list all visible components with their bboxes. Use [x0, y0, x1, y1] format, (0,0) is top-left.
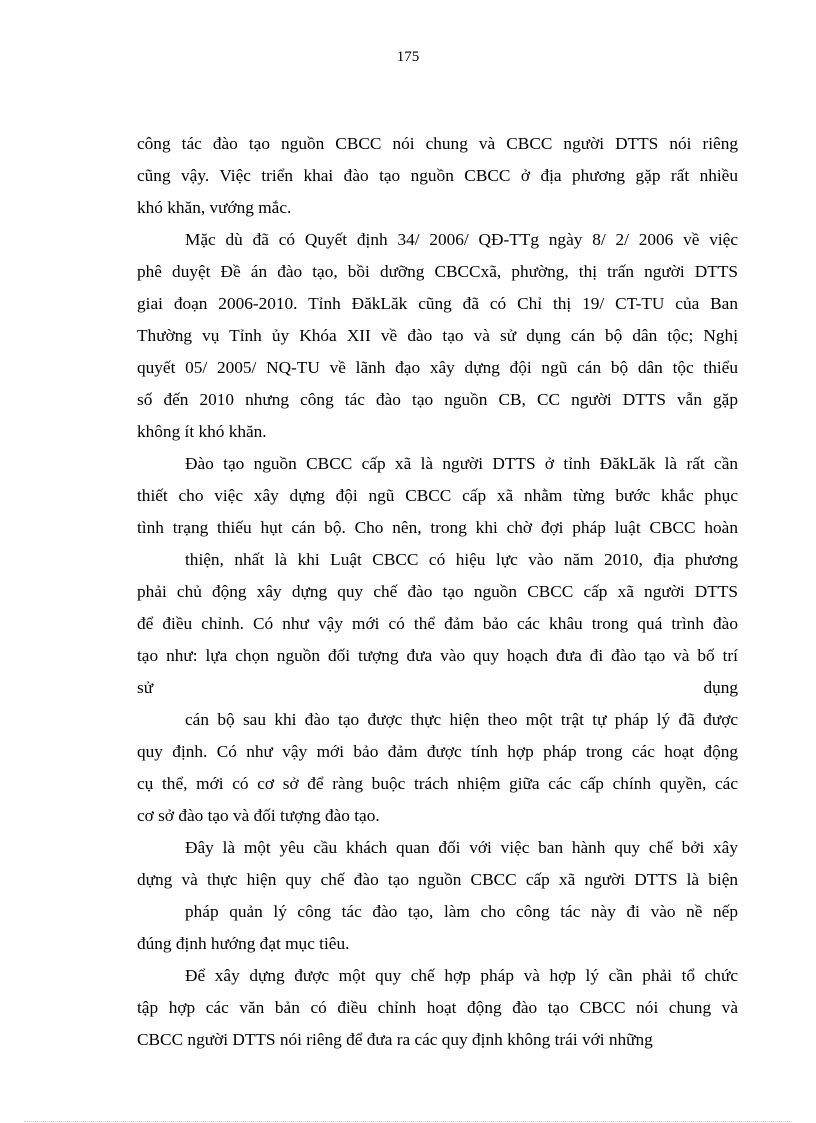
- text-line: quyết 05/ 2005/ NQ-TU về lãnh đạo xây dựng đội ngũ cán bộ dân tộc thiểu: [137, 358, 738, 377]
- text-line: Thường vụ Tỉnh ủy Khóa XII về đào tạo và sử dụng cán bộ dân tộc; Nghị: [137, 326, 738, 345]
- text-line: CBCC người DTTS nói riêng để đưa ra các quy định không trái với những: [137, 1030, 653, 1049]
- page-bottom-divider: [24, 1121, 792, 1122]
- text-line: pháp quản lý công tác đào tạo, làm cho công tác này đi vào nề nếp: [185, 902, 738, 921]
- text-line: thiết cho việc xây dựng đội ngũ CBCC cấp xã nhằm từng bước khắc phục: [137, 486, 738, 505]
- text-line-split: [137, 678, 738, 698]
- text-line: phải chủ động xây dựng quy chế đào tạo nguồn CBCC cấp xã người DTTS: [137, 582, 738, 601]
- text-line: tình trạng thiếu hụt cán bộ. Cho nên, trong khi chờ đợi pháp luật CBCC hoàn: [137, 518, 738, 537]
- text-line: phê duyệt Đề án đào tạo, bồi dưỡng CBCCxã, phường, thị trấn người DTTS: [137, 262, 738, 281]
- text-line: công tác đào tạo nguồn CBCC nói chung và CBCC người DTTS nói riêng: [137, 134, 738, 153]
- text-line: Để xây dựng được một quy chế hợp pháp và hợp lý cần phải tổ chức: [185, 966, 738, 985]
- text-fragment: sử: [137, 678, 154, 697]
- text-line: quy định. Có như vậy mới bảo đảm được tính hợp pháp trong các hoạt động: [137, 742, 738, 761]
- text-line: giai đoạn 2006-2010. Tỉnh ĐăkLăk cũng đã có Chỉ thị 19/ CT-TU của Ban: [137, 294, 738, 313]
- text-line: Mặc dù đã có Quyết định 34/ 2006/ QĐ-TTg ngày 8/ 2/ 2006 về việc: [185, 230, 738, 249]
- text-line: cụ thể, mới có cơ sở để ràng buộc trách nhiệm giữa các cấp chính quyền, các: [137, 774, 738, 793]
- text-line: cũng vậy. Việc triển khai đào tạo nguồn CBCC ở địa phương gặp rất nhiều: [137, 166, 738, 185]
- text-line: tập hợp các văn bản có điều chỉnh hoạt động đào tạo CBCC nói chung và: [137, 998, 738, 1017]
- text-line: không ít khó khăn.: [137, 422, 267, 441]
- text-line: Đây là một yêu cầu khách quan đối với việc ban hành quy chế bởi xây: [185, 838, 738, 857]
- text-line: để điều chỉnh. Có như vậy mới có thể đảm bảo các khâu trong quá trình đào: [137, 614, 738, 633]
- text-line: số đến 2010 nhưng công tác đào tạo nguồn CB, CC người DTTS vẫn gặp: [137, 390, 738, 409]
- text-line: Đào tạo nguồn CBCC cấp xã là người DTTS ở tỉnh ĐăkLăk là rất cần: [185, 454, 738, 473]
- text-fragment: dụng: [703, 678, 738, 697]
- text-line: cán bộ sau khi đào tạo được thực hiện theo một trật tự pháp lý đã được: [185, 710, 738, 729]
- text-line: dựng và thực hiện quy chế đào tạo nguồn CBCC cấp xã người DTTS là biện: [137, 870, 738, 889]
- text-line: tạo như: lựa chọn nguồn đối tượng đưa vào quy hoạch đưa đi đào tạo và bố trí: [137, 646, 738, 665]
- text-line: khó khăn, vướng mắc.: [137, 198, 292, 217]
- text-line: đúng định hướng đạt mục tiêu.: [137, 934, 350, 953]
- text-line: thiện, nhất là khi Luật CBCC có hiệu lực vào năm 2010, địa phương: [185, 550, 738, 569]
- page-number: 175: [396, 49, 420, 65]
- text-line: cơ sở đào tạo và đối tượng đào tạo.: [137, 806, 380, 825]
